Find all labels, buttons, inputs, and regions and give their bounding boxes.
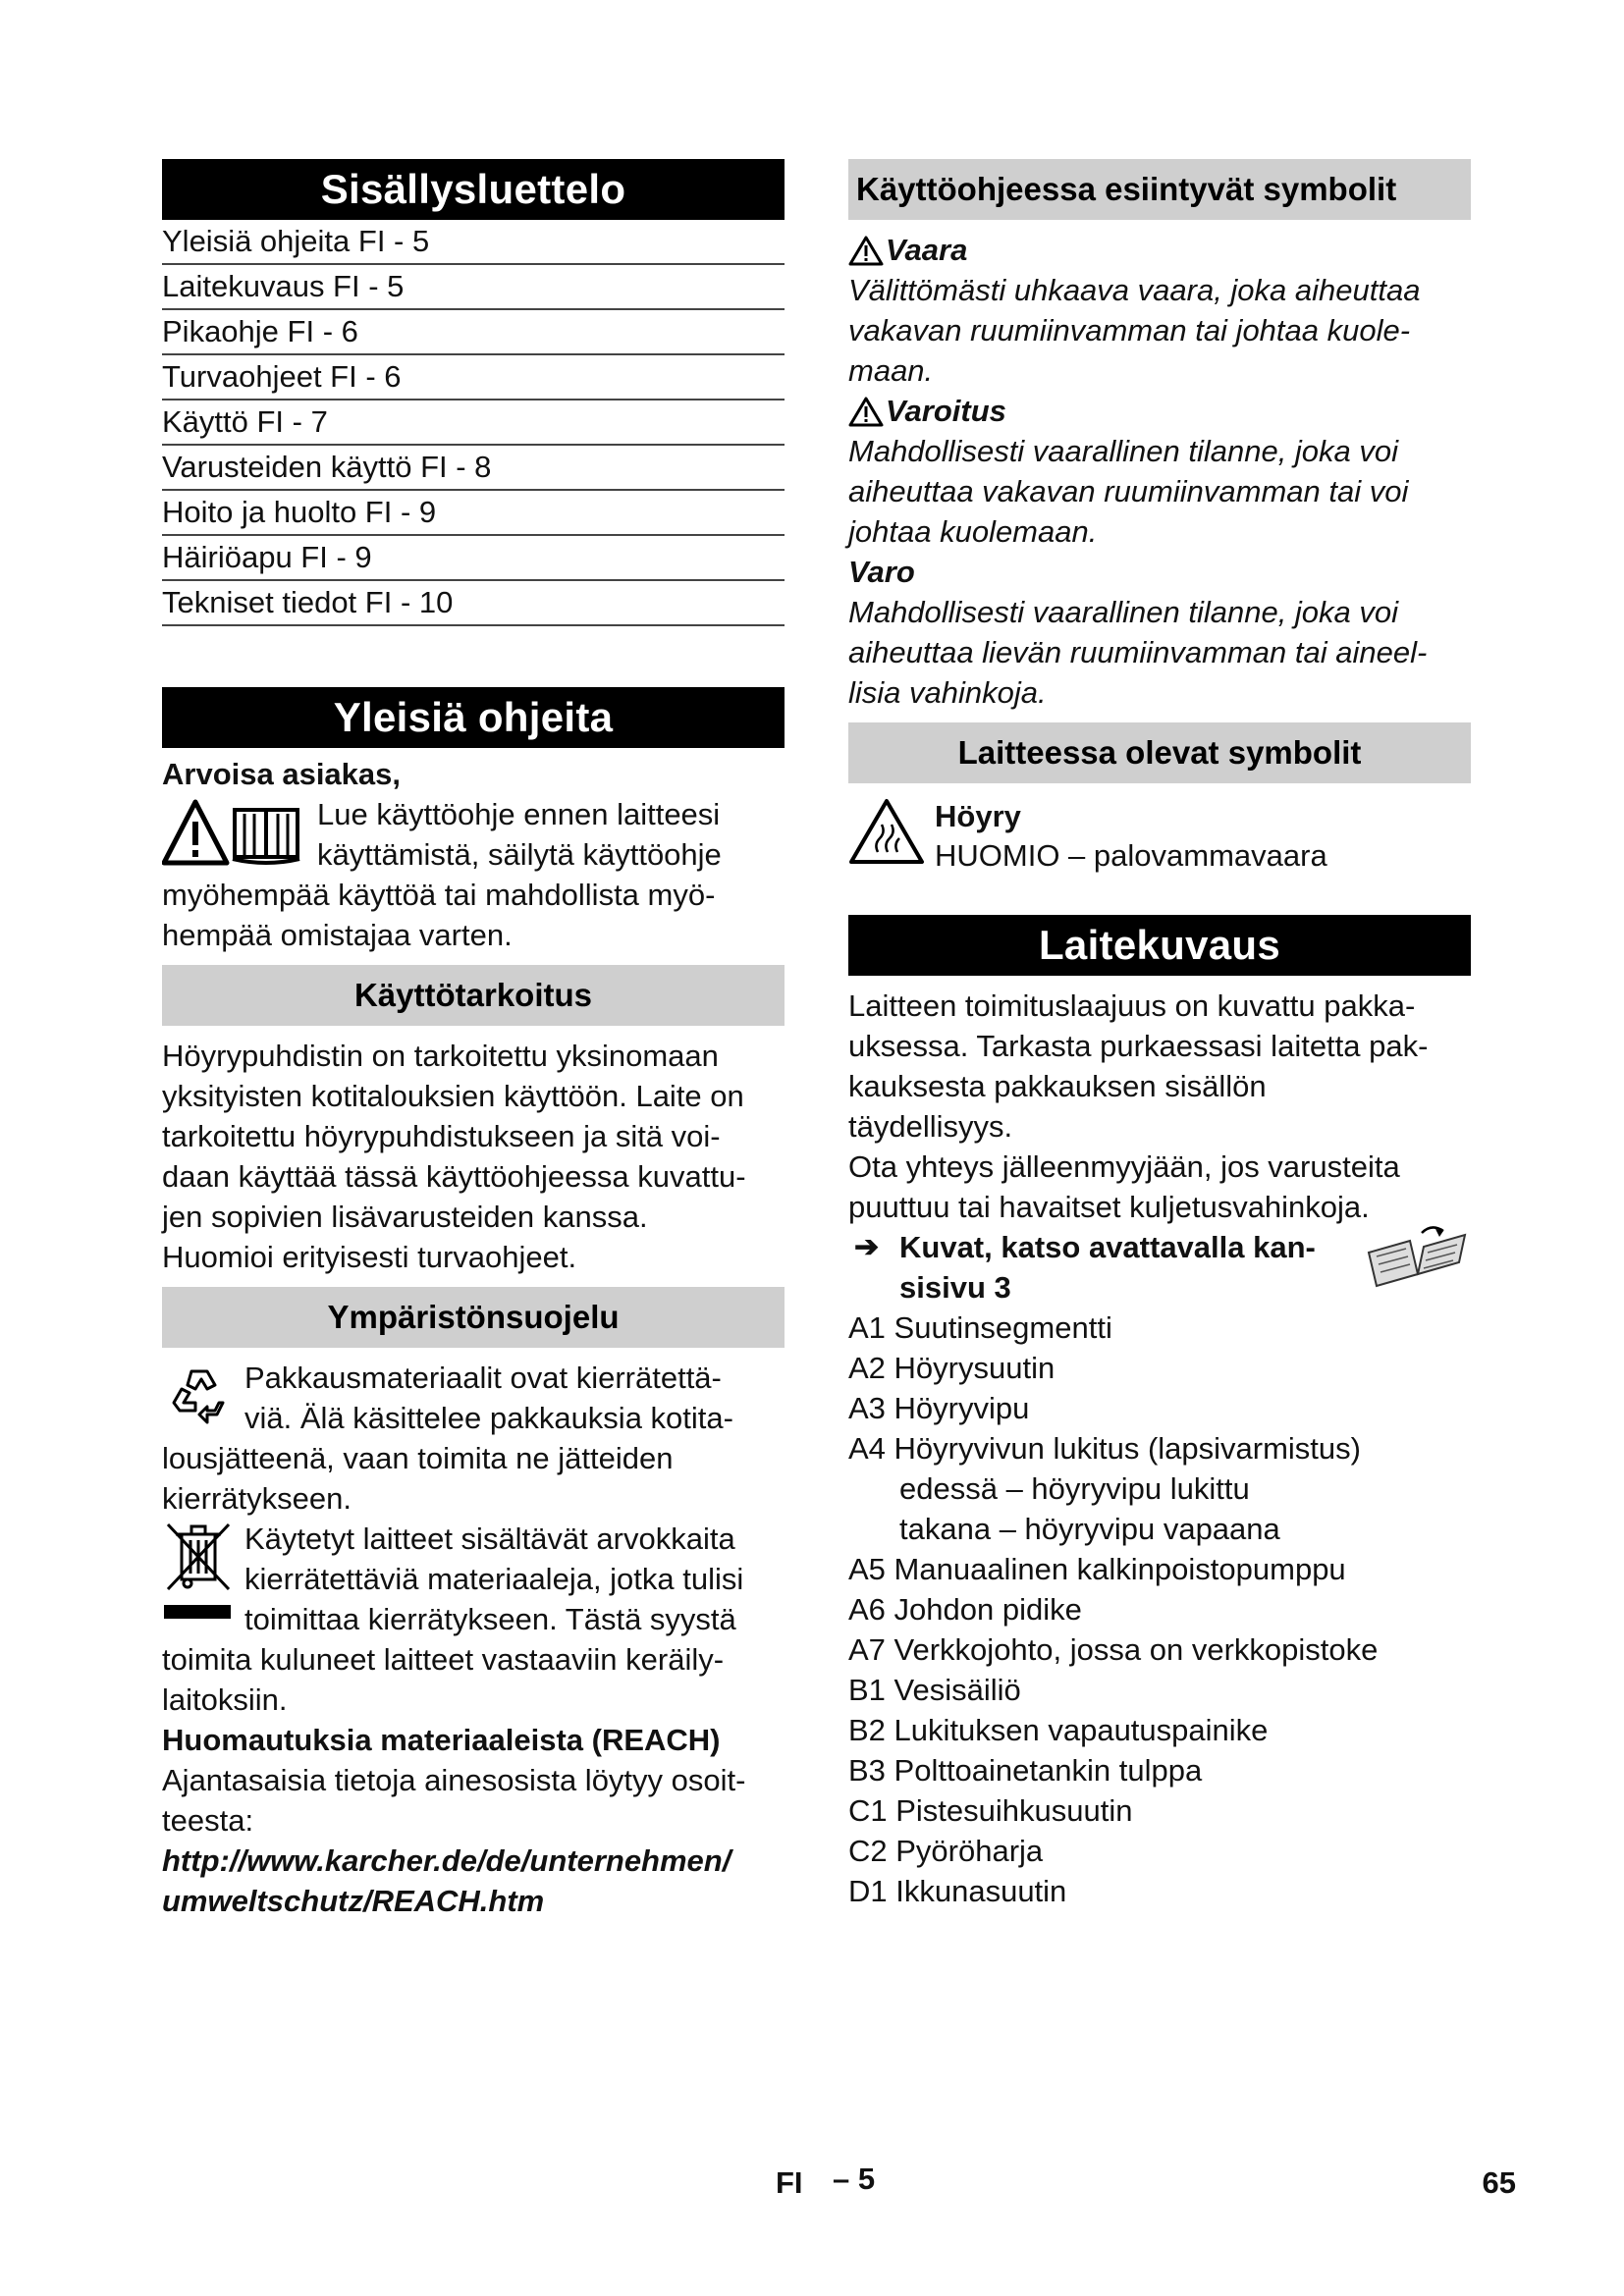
list-subitem: edessä – höyryvipu lukittu: [899, 1471, 1250, 1506]
list-item: A4 Höyryvivun lukitus (lapsivarmistus): [848, 1431, 1361, 1466]
list-item: B3 Polttoainetankin tulppa: [848, 1753, 1203, 1788]
description-line: täydellisyys.: [848, 1109, 1013, 1144]
figure-reference: [848, 1227, 1471, 1308]
parts-list: [848, 1308, 1471, 1911]
toc-item[interactable]: Käyttö FI - 7: [162, 400, 785, 446]
table-of-contents: [162, 220, 785, 626]
env-line: toimita kuluneet laitteet vastaaviin keräily-: [162, 1642, 725, 1677]
description-line: Ota yhteys jälleenmyyjään, jos varusteita: [848, 1149, 1400, 1184]
recycle-icon: [162, 1363, 237, 1437]
footer-section-page: – 5: [833, 2162, 876, 2196]
description-line: Laitteen toimituslaajuus on kuvattu pakka-: [848, 988, 1416, 1023]
purpose-text: [162, 1036, 785, 1277]
list-item: A3 Höyryvipu: [848, 1391, 1030, 1425]
env-line: lousjätteenä, vaan toimita ne jätteiden: [162, 1441, 674, 1475]
purpose-line: daan käyttää tässä käyttöohjeessa kuvattu-: [162, 1159, 746, 1194]
steam-label: Höyry: [935, 799, 1021, 833]
foldout-book-icon: [1363, 1223, 1471, 1302]
env-line: Käytetyt laitteet sisältävät arvokkaita: [244, 1522, 735, 1556]
description-heading: Laitekuvaus: [848, 915, 1471, 976]
device-symbols-heading: Laitteessa olevat symbolit: [848, 722, 1471, 783]
list-item: C1 Pistesuihkusuutin: [848, 1793, 1133, 1828]
list-item: A1 Suutinsegmentti: [848, 1310, 1112, 1345]
reach-line: teesta:: [162, 1803, 254, 1838]
purpose-heading: Käyttötarkoitus: [162, 965, 785, 1026]
danger-line: maan.: [848, 353, 934, 388]
description-line: kauksesta pakkauksen sisällön: [848, 1069, 1267, 1103]
env-line: kierrätettäviä materiaaleja, jotka tulisi: [244, 1562, 744, 1596]
list-item: B1 Vesisäiliö: [848, 1673, 1021, 1707]
list-item: A7 Verkkojohto, jossa on verkkopistoke: [848, 1632, 1379, 1667]
caution-line: Mahdollisesti vaarallinen tilanne, joka voi: [848, 595, 1399, 629]
warning-label-text: Varoitus: [886, 394, 1006, 428]
warning-line: Mahdollisesti vaarallinen tilanne, joka voi: [848, 434, 1399, 468]
warning-read-manual-icon: [162, 798, 309, 874]
description-line: puuttuu tai havaitset kuljetusvahinkoja.: [848, 1190, 1370, 1224]
toc-item[interactable]: Laitekuvaus FI - 5: [162, 265, 785, 310]
warning-line: aiheuttaa vakavan ruumiinvamman tai voi: [848, 474, 1409, 508]
caution-line: lisia vahinkoja.: [848, 675, 1047, 710]
warning-triangle-icon: [848, 396, 884, 427]
env-line: laitoksiin.: [162, 1682, 288, 1717]
env-line: toimittaa kierrätykseen. Tästä syystä: [244, 1602, 736, 1636]
crossed-bin-icon: [162, 1521, 237, 1631]
purpose-line: jen sopivien lisävarusteiden kanssa.: [162, 1200, 648, 1234]
steam-text: HUOMIO – palovammavaara: [935, 838, 1327, 873]
toc-item[interactable]: Häiriöapu FI - 9: [162, 536, 785, 581]
intro-block: [162, 794, 785, 955]
caution-label: Varo: [848, 555, 915, 589]
danger-label: [848, 230, 1471, 270]
danger-line: Välittömästi uhkaava vaara, joka aiheuttaa: [848, 273, 1421, 307]
env-line: viä. Älä käsittelee pakkauksia kotita-: [244, 1401, 733, 1435]
list-item: B2 Lukituksen vapautuspainike: [848, 1713, 1269, 1747]
arrow-right-icon: ➔: [854, 1231, 880, 1263]
environment-heading: Ympäristönsuojelu: [162, 1287, 785, 1348]
list-item: C2 Pyöröharja: [848, 1834, 1044, 1868]
description-line: uksessa. Tarkasta purkaessasi laitetta pak-: [848, 1029, 1429, 1063]
danger-line: vakavan ruumiinvamman tai johtaa kuole-: [848, 313, 1411, 347]
list-subitem: takana – höyryvipu vapaana: [899, 1512, 1280, 1546]
intro-line: hempää omistajaa varten.: [162, 918, 513, 952]
purpose-line: yksityisten kotitalouksien käyttöön. Laite on: [162, 1079, 744, 1113]
list-item: D1 Ikkunasuutin: [848, 1874, 1067, 1908]
env-line: Pakkausmateriaalit ovat kierrätettä-: [244, 1361, 722, 1395]
toc-item[interactable]: Turvaohjeet FI - 6: [162, 355, 785, 400]
toc-item[interactable]: Hoito ja huolto FI - 9: [162, 491, 785, 536]
env-line: kierrätykseen.: [162, 1481, 352, 1516]
purpose-line: Höyrypuhdistin on tarkoitettu yksinomaan: [162, 1039, 719, 1073]
general-heading: Yleisiä ohjeita: [162, 687, 785, 748]
toc-item[interactable]: Pikaohje FI - 6: [162, 310, 785, 355]
warning-label: [848, 391, 1471, 431]
list-item: A2 Höyrysuutin: [848, 1351, 1056, 1385]
warning-line: johtaa kuolemaan.: [848, 514, 1098, 549]
danger-label-text: Vaara: [886, 233, 968, 267]
left-column: [162, 159, 785, 1921]
caution-line: aiheuttaa lievän ruumiinvamman tai aineel-: [848, 635, 1428, 669]
intro-line: myöhempää käyttöä tai mahdollista myö-: [162, 878, 716, 912]
steam-symbol-block: [848, 797, 1471, 876]
footer-page-number: 65: [1482, 2165, 1516, 2200]
toc-item[interactable]: Varusteiden käyttö FI - 8: [162, 446, 785, 491]
purpose-line: Huomioi erityisesti turvaohjeet.: [162, 1240, 577, 1274]
footer-language: FI: [776, 2165, 803, 2200]
warning-triangle-icon: [848, 235, 884, 266]
reach-line: Ajantasaisia tietoja ainesosista löytyy osoit-: [162, 1763, 746, 1797]
list-item: A5 Manuaalinen kalkinpoistopumppu: [848, 1552, 1346, 1586]
packaging-recycling-block: [162, 1358, 785, 1519]
toc-item[interactable]: Tekniset tiedot FI - 10: [162, 581, 785, 626]
symbols-heading: Käyttöohjeessa esiintyvät symbolit: [848, 159, 1471, 220]
greeting: Arvoisa asiakas,: [162, 757, 402, 791]
reach-heading: Huomautuksia materiaaleista (REACH): [162, 1723, 721, 1757]
weee-block: [162, 1519, 785, 1720]
right-column: [848, 159, 1471, 1911]
toc-heading: Sisällysluettelo: [162, 159, 785, 220]
reach-link[interactable]: http://www.karcher.de/de/unternehmen/: [162, 1843, 731, 1878]
intro-line: Lue käyttöohje ennen laitteesi: [317, 797, 721, 831]
toc-item[interactable]: Yleisiä ohjeita FI - 5: [162, 220, 785, 265]
list-item: A6 Johdon pidike: [848, 1592, 1082, 1627]
reach-link[interactable]: umweltschutz/REACH.htm: [162, 1884, 545, 1918]
figure-reference-line: Kuvat, katso avattavalla kan-: [899, 1230, 1316, 1264]
steam-hazard-icon: [848, 797, 925, 871]
figure-reference-line: sisivu 3: [899, 1270, 1011, 1305]
intro-line: käyttämistä, säilytä käyttöohje: [317, 837, 722, 872]
purpose-line: tarkoitettu höyrypuhdistukseen ja sitä voi-: [162, 1119, 721, 1153]
